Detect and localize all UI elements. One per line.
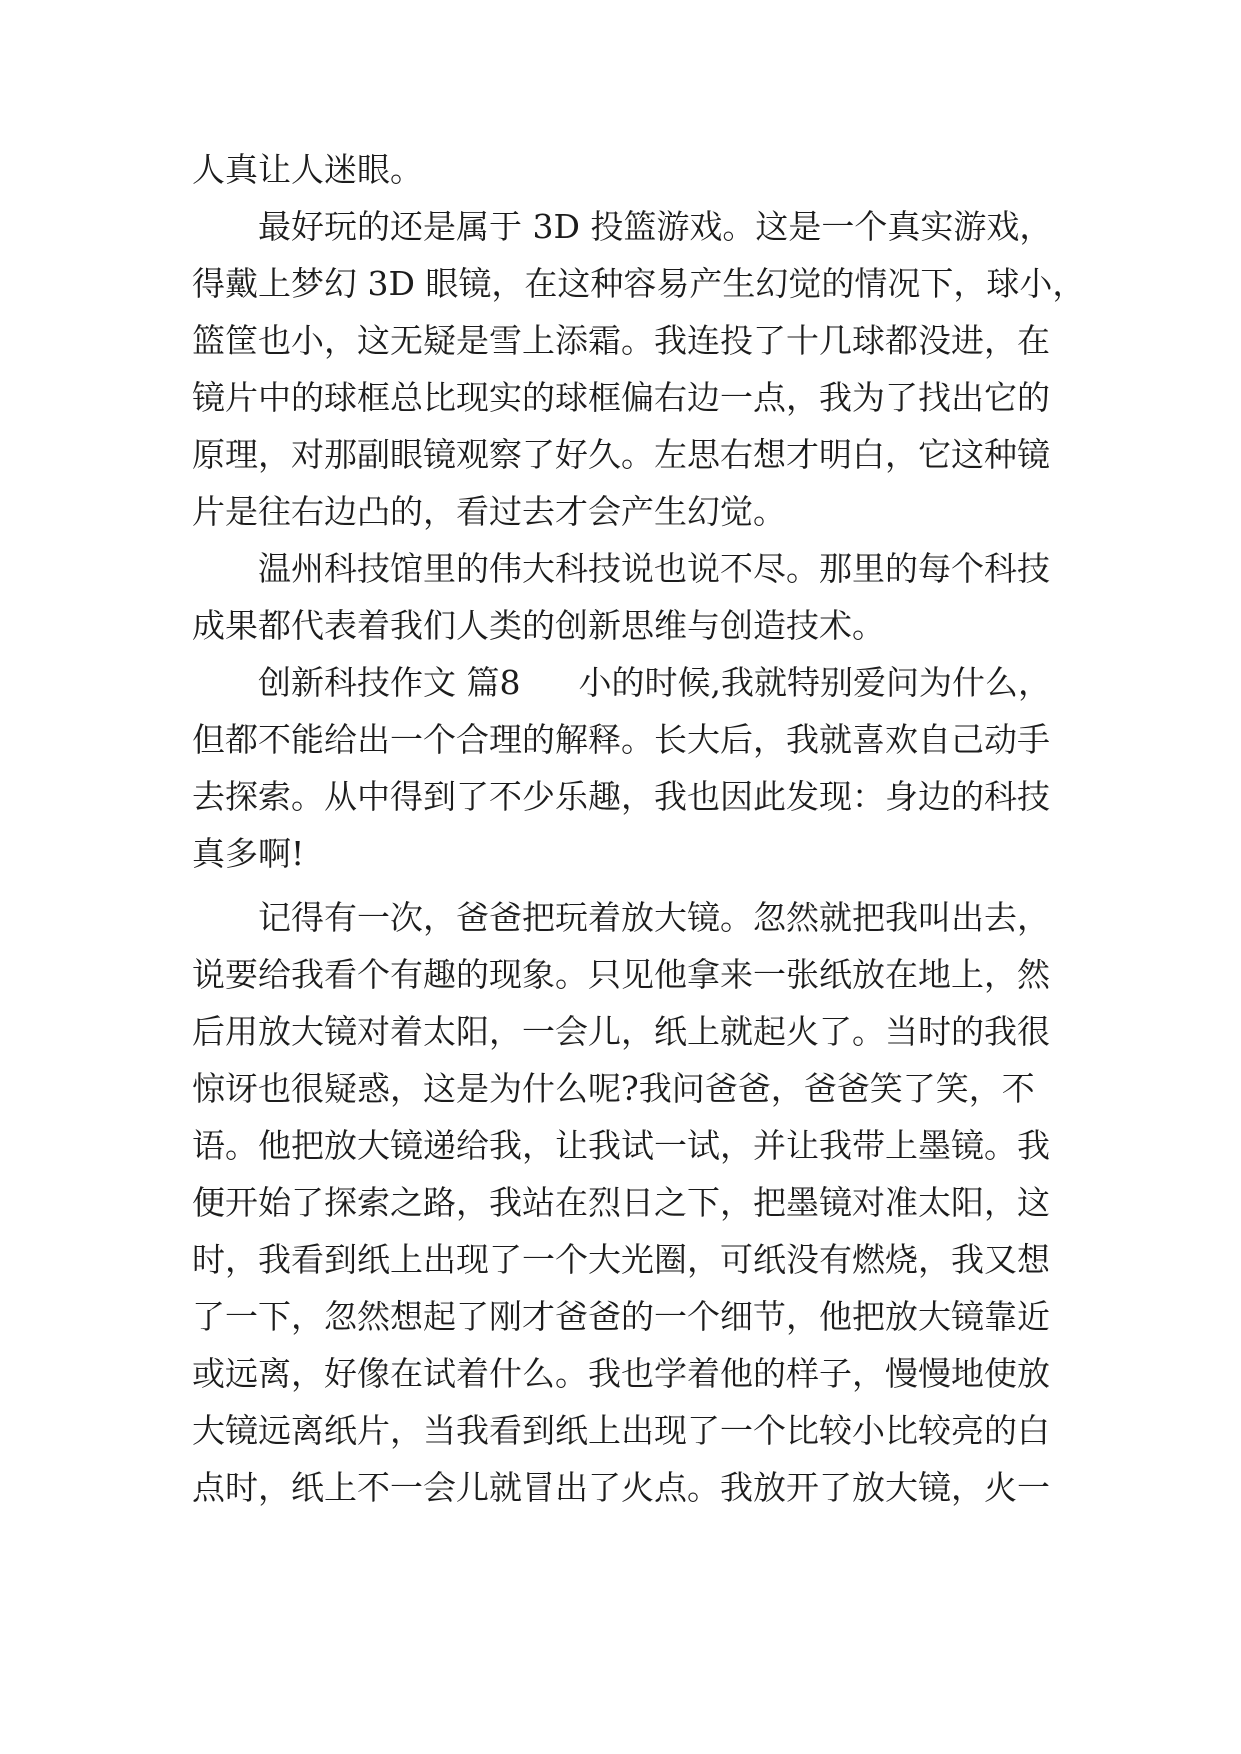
text-line: 点时，纸上不一会儿就冒出了火点。我放开了放大镜，火一 <box>192 1468 1050 1507</box>
text-line: 片是往右边凸的，看过去才会产生幻觉。 <box>192 492 786 531</box>
section-heading: 创新科技作文 篇8 <box>258 663 521 702</box>
text-line: 后用放大镜对着太阳，一会儿，纸上就起火了。当时的我很 <box>192 1012 1050 1051</box>
text-line: 人真让人迷眼。 <box>192 150 423 189</box>
text-line: 但都不能给出一个合理的解释。长大后，我就喜欢自己动手 <box>192 720 1050 759</box>
text-line: 去探索。从中得到了不少乐趣，我也因此发现：身边的科技 <box>192 777 1050 816</box>
text-line: 惊讶也很疑惑，这是为什么呢?我问爸爸，爸爸笑了笑，不 <box>192 1069 1035 1108</box>
text-line: 真多啊! <box>192 834 305 873</box>
text-line: 说要给我看个有趣的现象。只见他拿来一张纸放在地上，然 <box>192 955 1050 994</box>
paragraph-start: 记得有一次，爸爸把玩着放大镜。忽然就把我叫出去， <box>258 898 1050 937</box>
text-line: 了一下，忽然想起了刚才爸爸的一个细节，他把放大镜靠近 <box>192 1297 1050 1336</box>
text-line: 便开始了探索之路，我站在烈日之下，把墨镜对准太阳，这 <box>192 1183 1050 1222</box>
text-line: 或远离，好像在试着什么。我也学着他的样子，慢慢地使放 <box>192 1354 1050 1393</box>
text-line: 镜片中的球框总比现实的球框偏右边一点，我为了找出它的 <box>192 378 1050 417</box>
text-line: 语。他把放大镜递给我，让我试一试，并让我带上墨镜。我 <box>192 1126 1050 1165</box>
paragraph-start: 温州科技馆里的伟大科技说也说不尽。那里的每个科技 <box>258 549 1050 588</box>
text-line: 大镜远离纸片，当我看到纸上出现了一个比较小比较亮的白 <box>192 1411 1050 1450</box>
text-line: 篮筐也小，这无疑是雪上添霜。我连投了十几球都没进，在 <box>192 321 1050 360</box>
text-line: 成果都代表着我们人类的创新思维与创造技术。 <box>192 606 885 645</box>
text-line: 得戴上梦幻 3D 眼镜，在这种容易产生幻觉的情况下，球小， <box>192 264 1086 303</box>
section-heading-line <box>258 663 1118 703</box>
text-line: 小的时候,我就特别爱问为什么， <box>578 663 1051 702</box>
text-line: 原理，对那副眼镜观察了好久。左思右想才明白，它这种镜 <box>192 435 1050 474</box>
paragraph-start: 最好玩的还是属于 3D 投篮游戏。这是一个真实游戏， <box>258 207 1053 246</box>
text-line: 时，我看到纸上出现了一个大光圈，可纸没有燃烧，我又想 <box>192 1240 1050 1279</box>
